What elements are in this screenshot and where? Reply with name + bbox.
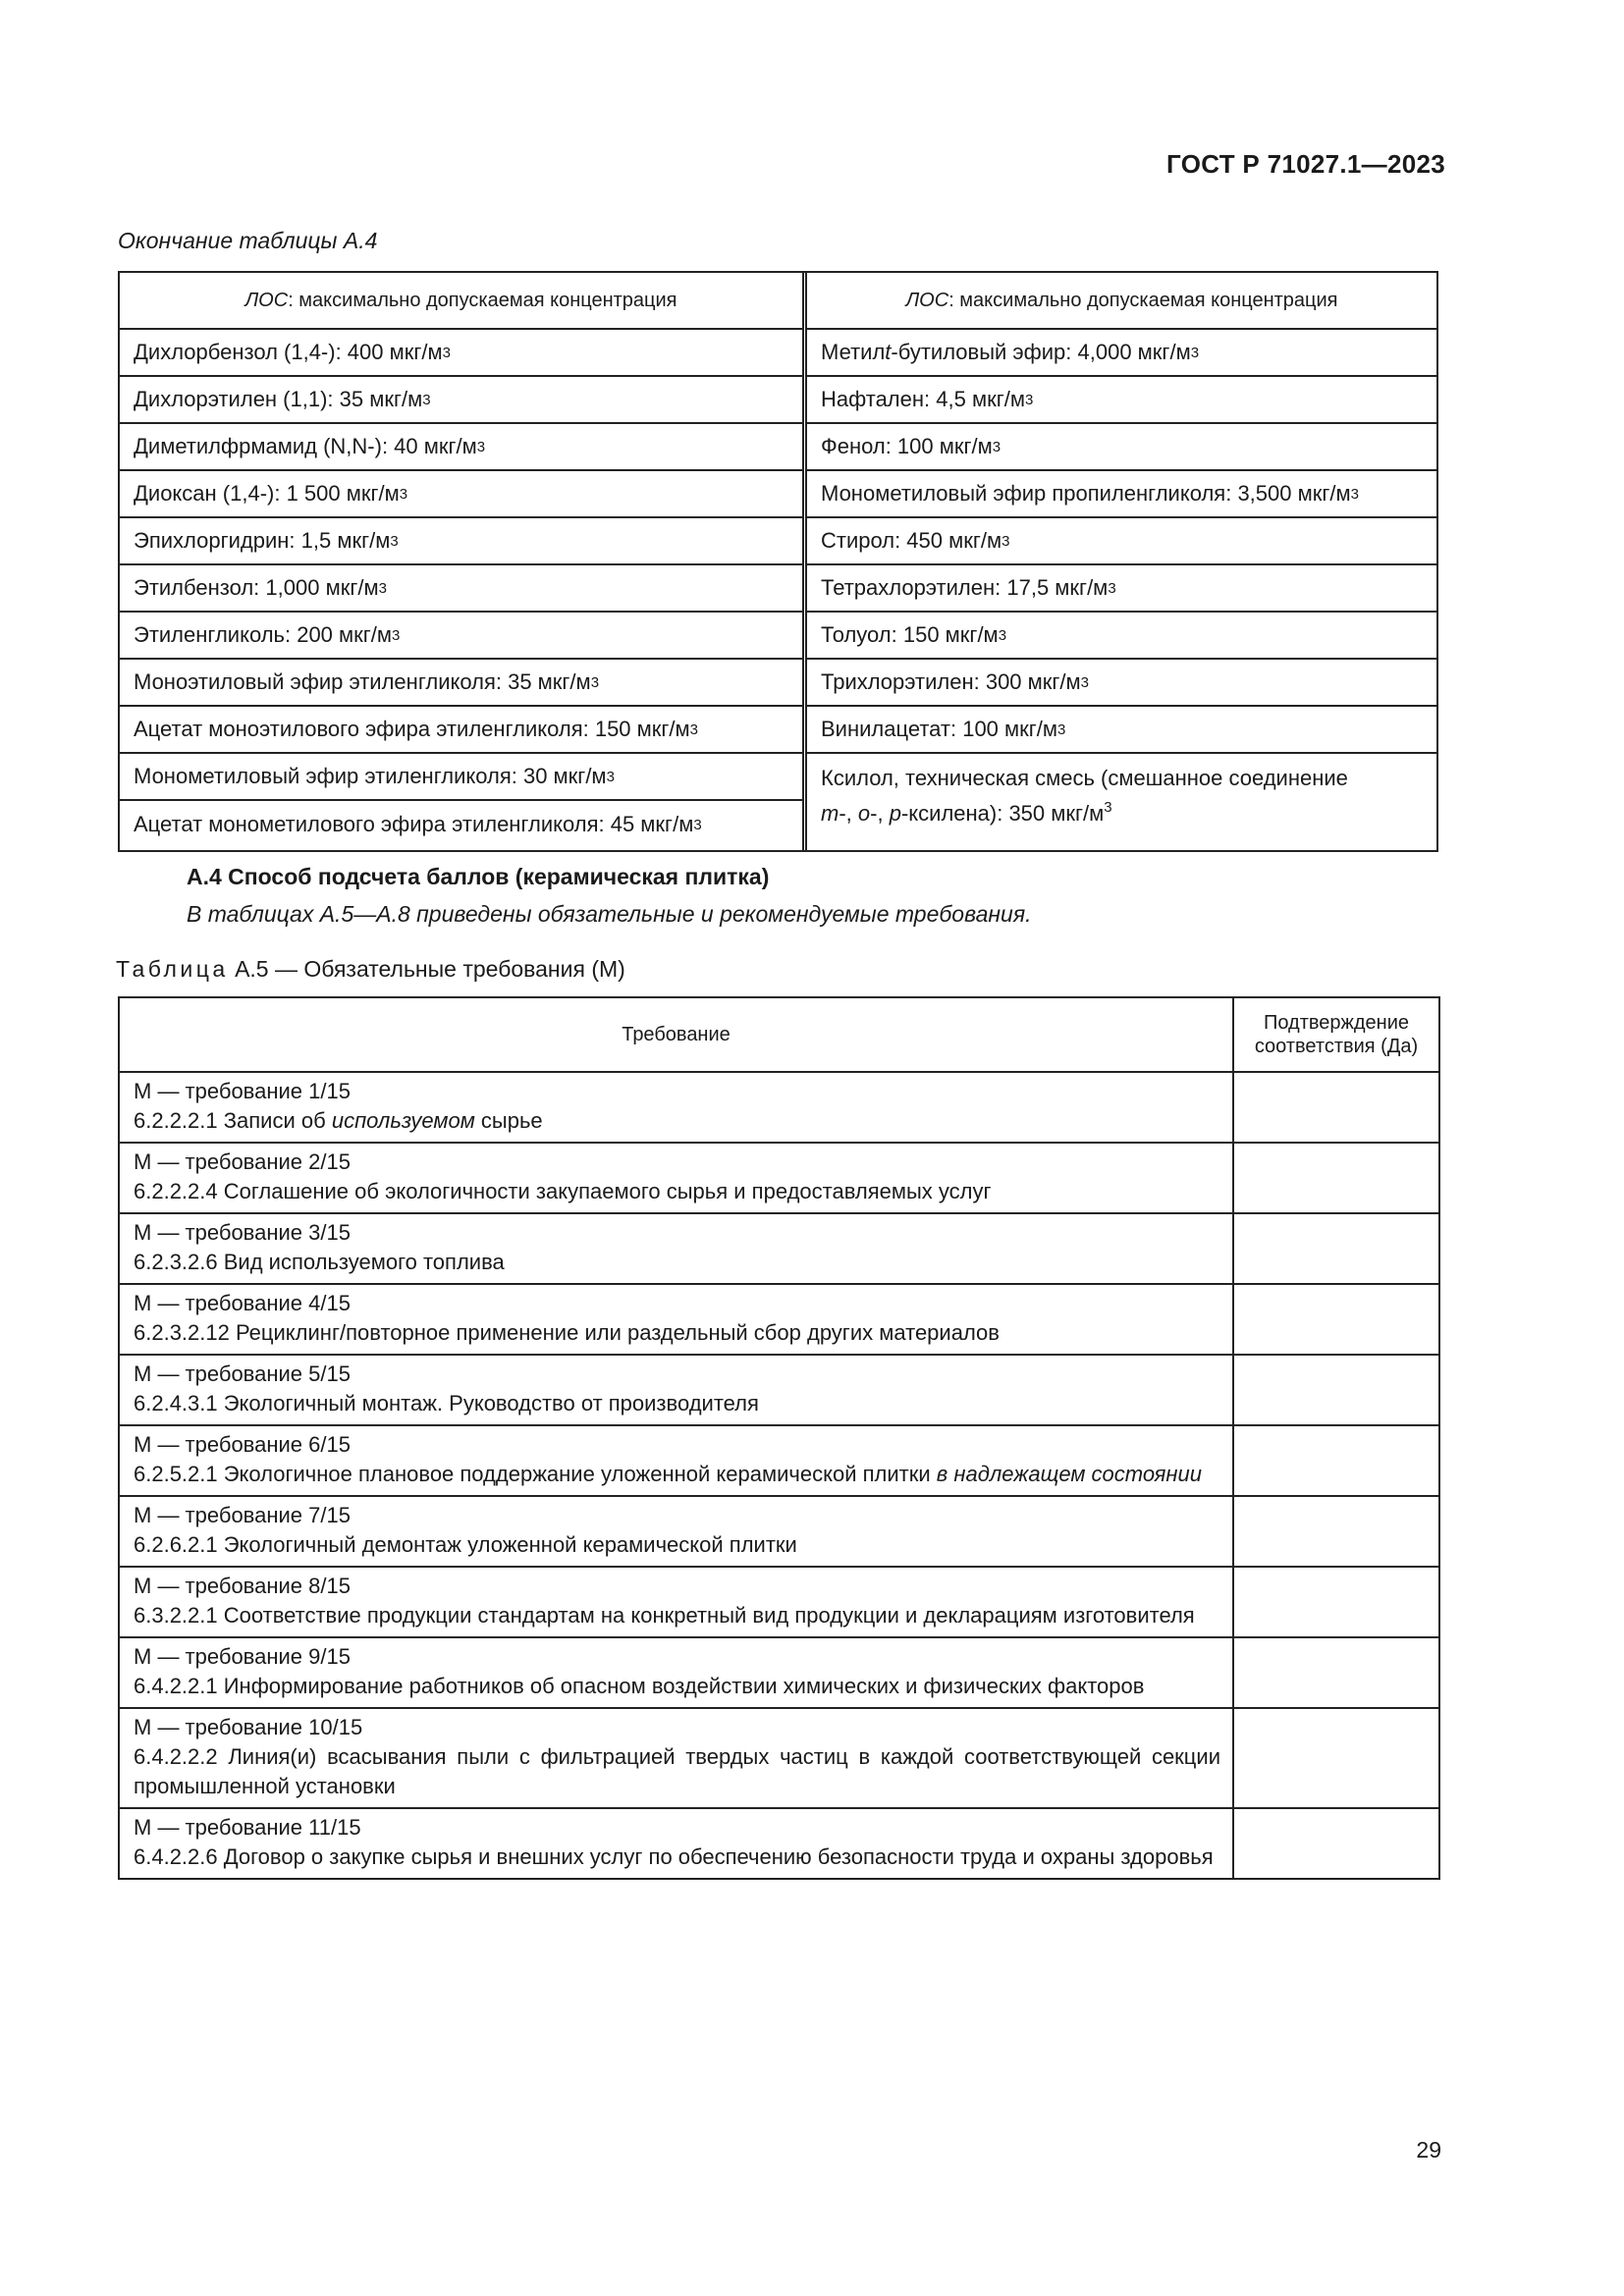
xylene-sep2: -, — [870, 801, 890, 826]
table-row — [119, 1213, 1439, 1284]
superscript-3: 3 — [399, 485, 408, 503]
xylene-line1: Ксилол, техническая смесь (смешанное соединение — [821, 766, 1348, 790]
confirmation-cell[interactable] — [1233, 1072, 1439, 1143]
voc-row — [120, 471, 802, 518]
voc-text: Нафтален: 4,5 мкг/м — [821, 387, 1025, 411]
voc-text: Диметилфрмамид (N,N-): 40 мкг/м — [134, 434, 477, 458]
superscript-3: 3 — [590, 673, 600, 691]
requirement-cell — [119, 1284, 1233, 1355]
voc-row — [807, 330, 1436, 377]
superscript-3: 3 — [476, 438, 486, 455]
voc-text: Этиленгликоль: 200 мкг/м — [134, 622, 393, 647]
voc-header-abbr: ЛОС — [244, 289, 289, 311]
table-row — [119, 1284, 1439, 1355]
requirement-title: М — требование 3/15 — [134, 1220, 351, 1245]
voc-row — [120, 801, 802, 848]
superscript-3: 3 — [606, 768, 615, 785]
requirement-text — [134, 1742, 1220, 1801]
requirement-cell — [119, 1496, 1233, 1567]
confirmation-cell[interactable] — [1233, 1425, 1439, 1496]
voc-text: Монометиловый эфир этиленгликоля: 30 мкг/м — [134, 764, 607, 788]
requirement-text-main: 6.2.3.2.12 Рециклинг/повторное применение или раздельный сбор других материалов — [134, 1320, 1000, 1345]
voc-row — [807, 660, 1436, 707]
voc-right-header — [807, 273, 1436, 330]
requirement-text-main: 6.2.3.2.6 Вид используемого топлива — [134, 1250, 505, 1274]
voc-text: Дихлорбензол (1,4-): 400 мкг/м — [134, 340, 443, 364]
table-row — [119, 1567, 1439, 1637]
requirement-cell — [119, 1425, 1233, 1496]
section-a4-intro: В таблицах А.5—А.8 приведены обязательные и рекомендуемые требования. — [187, 901, 1032, 927]
table-a5-caption-rest: А.5 — Обязательные требования (М) — [228, 956, 625, 982]
voc-text: Толуол: 150 мкг/м — [821, 622, 999, 647]
superscript-3: 3 — [1024, 391, 1034, 408]
table-row — [119, 1708, 1439, 1808]
table-row — [119, 1143, 1439, 1213]
confirmation-cell[interactable] — [1233, 1355, 1439, 1425]
superscript-3: 3 — [422, 391, 431, 408]
requirement-cell — [119, 1808, 1233, 1879]
requirement-text-main: 6.2.2.2.4 Соглашение об экологичности закупаемого сырья и предоставляемых услуг — [134, 1179, 992, 1203]
superscript-3: 3 — [378, 579, 387, 597]
requirement-title: М — требование 10/15 — [134, 1715, 363, 1739]
requirement-cell — [119, 1355, 1233, 1425]
voc-text: Ацетат моноэтилового эфира этиленгликоля: 150 мкг/м — [134, 717, 690, 741]
confirmation-cell[interactable] — [1233, 1637, 1439, 1708]
requirement-title: М — требование 9/15 — [134, 1644, 351, 1669]
voc-row — [120, 377, 802, 424]
requirement-text-main: 6.2.6.2.1 Экологичный демонтаж уложенной керамической плитки — [134, 1532, 797, 1557]
table-a5-caption-word: Таблица — [116, 956, 229, 982]
requirement-title: М — требование 4/15 — [134, 1291, 351, 1315]
requirement-text — [134, 1842, 1220, 1872]
requirement-text — [134, 1530, 1220, 1560]
xylene-sep1: -, — [839, 801, 858, 826]
voc-left-column — [120, 273, 802, 850]
requirement-title: М — требование 1/15 — [134, 1079, 351, 1103]
voc-xylene-cell — [807, 754, 1436, 848]
confirmation-cell[interactable] — [1233, 1213, 1439, 1284]
xylene-rest: -ксилена): 350 мкг/м — [900, 801, 1105, 826]
superscript-3: 3 — [1001, 532, 1010, 550]
superscript-3: 3 — [442, 344, 451, 361]
voc-row — [120, 754, 802, 801]
confirmation-header-line2: соответствия (Да) — [1254, 1036, 1419, 1057]
requirement-text-main: 6.2.2.2.1 Записи об — [134, 1108, 332, 1133]
requirement-text — [134, 1672, 1220, 1701]
voc-header-text: : максимально допускаемая концентрация — [288, 289, 677, 311]
voc-text: Дихлорэтилен (1,1): 35 мкг/м — [134, 387, 423, 411]
voc-text: -бутиловый эфир: 4,000 мкг/м — [891, 340, 1191, 364]
voc-row — [120, 660, 802, 707]
requirement-text — [134, 1248, 1220, 1277]
voc-row — [120, 565, 802, 613]
requirement-cell — [119, 1213, 1233, 1284]
superscript-3: 3 — [1104, 799, 1112, 816]
table-a4-caption: Окончание таблицы А.4 — [118, 228, 378, 253]
voc-row — [120, 518, 802, 565]
voc-concentration-table — [118, 271, 1438, 852]
voc-row — [807, 377, 1436, 424]
voc-row — [120, 707, 802, 754]
voc-row — [807, 518, 1436, 565]
table-row — [119, 1808, 1439, 1879]
section-a4-heading: А.4 Способ подсчета баллов (керамическая плитка) — [187, 864, 770, 889]
voc-row — [807, 707, 1436, 754]
voc-text: Эпихлоргидрин: 1,5 мкг/м — [134, 528, 391, 553]
xylene-o: o — [857, 801, 871, 826]
requirement-text — [134, 1460, 1220, 1489]
requirement-title: М — требование 6/15 — [134, 1432, 351, 1457]
table-row — [119, 1072, 1439, 1143]
confirmation-cell[interactable] — [1233, 1143, 1439, 1213]
requirement-cell — [119, 1143, 1233, 1213]
requirement-text-main: 6.4.2.2.1 Информирование работников об опасном воздействии химических и физических факторов — [134, 1674, 1145, 1698]
superscript-3: 3 — [392, 626, 401, 644]
voc-header-abbr: ЛОС — [905, 289, 949, 311]
requirement-cell — [119, 1708, 1233, 1808]
superscript-3: 3 — [1350, 485, 1359, 503]
voc-row — [120, 613, 802, 660]
voc-header-text: : максимально допускаемая концентрация — [948, 289, 1338, 311]
xylene-m: m — [821, 801, 839, 826]
requirement-title: М — требование 11/15 — [134, 1815, 361, 1840]
voc-text-italic: t — [885, 340, 892, 364]
voc-text: Тетрахлорэтилен: 17,5 мкг/м — [821, 575, 1109, 600]
requirement-text-italic: используемом — [331, 1108, 475, 1133]
document-code: ГОСТ Р 71027.1—2023 — [1166, 149, 1445, 179]
superscript-3: 3 — [1080, 673, 1090, 691]
requirement-text-main: 6.4.2.2.6 Договор о закупке сырья и внешних услуг по обеспечению безопасности труда и охраны здоровья — [134, 1844, 1214, 1869]
confirmation-header-line1: Подтверждение — [1263, 1012, 1410, 1034]
voc-row — [807, 565, 1436, 613]
requirement-cell — [119, 1637, 1233, 1708]
confirmation-cell[interactable] — [1233, 1496, 1439, 1567]
requirement-text — [134, 1318, 1220, 1348]
superscript-3: 3 — [998, 626, 1007, 644]
voc-left-header — [120, 273, 802, 330]
requirement-text-main: 6.3.2.2.1 Соответствие продукции стандартам на конкретный вид продукции и декларациям изготовителя — [134, 1603, 1195, 1628]
requirement-text-italic: в надлежащем состоянии — [936, 1462, 1202, 1486]
requirement-text-post: сырье — [474, 1108, 543, 1133]
voc-text: Этилбензол: 1,000 мкг/м — [134, 575, 379, 600]
table-header-row — [119, 997, 1439, 1072]
voc-text: Моноэтиловый эфир этиленгликоля: 35 мкг/м — [134, 669, 591, 694]
confirmation-cell[interactable] — [1233, 1808, 1439, 1879]
requirement-title: М — требование 7/15 — [134, 1503, 351, 1527]
confirmation-cell[interactable] — [1233, 1284, 1439, 1355]
voc-text: Монометиловый эфир пропиленгликоля: 3,500 мкг/м — [821, 481, 1351, 506]
requirement-text — [134, 1177, 1220, 1206]
requirement-column-header: Требование — [119, 997, 1233, 1072]
requirement-text-main: 6.4.2.2.2 Линия(и) всасывания пыли с фильтрацией твердых частиц в каждой соответствующей секции промышленной установки — [134, 1744, 1220, 1798]
voc-row — [807, 424, 1436, 471]
confirmation-column-header — [1233, 997, 1439, 1072]
requirement-text — [134, 1389, 1220, 1418]
xylene-p: p — [889, 801, 901, 826]
voc-text-pre: Метил — [821, 340, 886, 364]
superscript-3: 3 — [693, 816, 702, 833]
requirement-text-main: 6.2.5.2.1 Экологичное плановое поддержание уложенной керамической плитки — [134, 1462, 937, 1486]
voc-row — [120, 424, 802, 471]
superscript-3: 3 — [1190, 344, 1200, 361]
voc-row — [120, 330, 802, 377]
table-a5-caption — [116, 956, 625, 983]
voc-row — [807, 613, 1436, 660]
requirement-title: М — требование 8/15 — [134, 1574, 351, 1598]
superscript-3: 3 — [1108, 579, 1116, 597]
requirement-text — [134, 1601, 1220, 1630]
superscript-3: 3 — [992, 438, 1001, 455]
voc-right-column — [807, 273, 1436, 850]
page-number: 29 — [1416, 2137, 1441, 2163]
table-row — [119, 1425, 1439, 1496]
voc-text: Фенол: 100 мкг/м — [821, 434, 993, 458]
voc-text: Ацетат монометилового эфира этиленгликоля: 45 мкг/м — [134, 812, 694, 836]
voc-text: Диоксан (1,4-): 1 500 мкг/м — [134, 481, 400, 506]
mandatory-requirements-table — [118, 996, 1440, 1880]
table-row — [119, 1496, 1439, 1567]
superscript-3: 3 — [689, 721, 699, 738]
confirmation-cell[interactable] — [1233, 1708, 1439, 1808]
voc-text: Трихлорэтилен: 300 мкг/м — [821, 669, 1081, 694]
superscript-3: 3 — [1057, 721, 1066, 738]
voc-text: Стирол: 450 мкг/м — [821, 528, 1002, 553]
confirmation-cell[interactable] — [1233, 1567, 1439, 1637]
table-row — [119, 1637, 1439, 1708]
requirement-text — [134, 1106, 1220, 1136]
superscript-3: 3 — [390, 532, 399, 550]
voc-row — [807, 471, 1436, 518]
requirement-title: М — требование 2/15 — [134, 1149, 351, 1174]
voc-text: Винилацетат: 100 мкг/м — [821, 717, 1058, 741]
table-row — [119, 1355, 1439, 1425]
requirement-cell — [119, 1072, 1233, 1143]
requirement-title: М — требование 5/15 — [134, 1362, 351, 1386]
requirement-cell — [119, 1567, 1233, 1637]
requirement-text-main: 6.2.4.3.1 Экологичный монтаж. Руководство от производителя — [134, 1391, 759, 1415]
